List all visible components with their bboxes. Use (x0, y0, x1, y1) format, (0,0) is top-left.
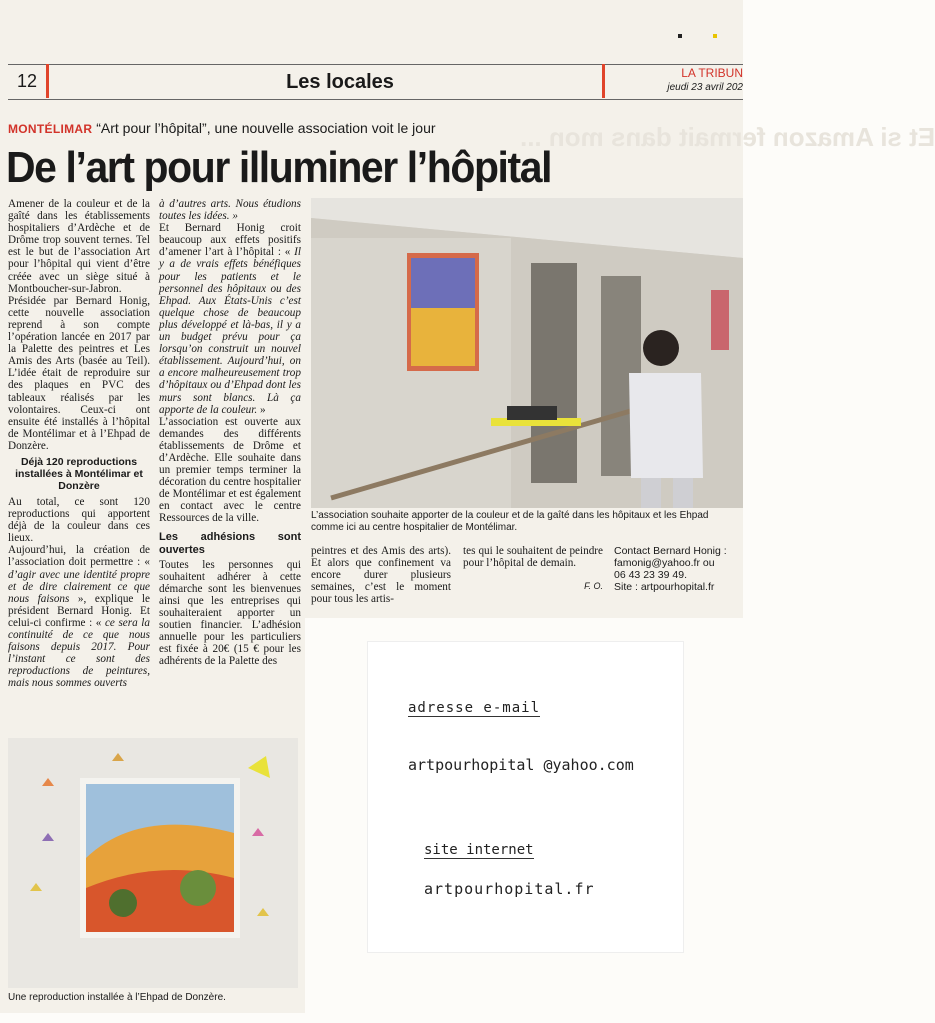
paragraph: Et Bernard Honig croit beaucoup aux effets positifs d’amener l’art à l’hôpital : « Il y a de vrais effets bénéfiques pour les patients et le personnel des hôpitaux ou des Ehpad. Aux États-Unis c’est quelque chose de beaucoup plus développé et là-bas, il y a un budget prévu pour ça lorsqu’on construit un nouvel établissement. Aujourd’hui, on a encore malheureusement trop d’hôpitaux ou d’Ehpad dont les murs sont blancs. Là ça apporte de la couleur. » (159, 222, 301, 416)
contact-line: famonig@yahoo.fr ou (614, 557, 715, 569)
author-initials: F. O. (584, 581, 603, 592)
paragraph: à d’autres arts. Nous étudions toutes les idées. » (159, 198, 301, 223)
hospital-corridor-photo (311, 198, 743, 508)
kicker-text: “Art pour l’hôpital”, une nouvelle association voit le jour (96, 120, 436, 136)
paragraph: Amener de la couleur et de la gaîté dans les établissements hospitaliers d’Ardèche et de Drôme trop souvent ternes. Tel est le but de l’association Art pour l’hôpital qui vient d’être créée avec un siège situé à Montboucher-sur-Jabron. Présidée par Bernard Honig, cette nouvelle association reprend à son compte l’opération lancée en 2017 par la Palette des peintres et Les Amis des Arts (basée au Teil). L’idée était de reproduire sur des plaques en PVC des tableaux réalisés par les volontaires. Ceux-ci ont ensuite été installés à l’hôpital de Montélimar et à l’Ehpad de Donzère. (8, 198, 150, 452)
artwork-caption: Une reproduction installée à l’Ehpad de Donzère. (8, 992, 226, 1003)
email-label: adresse e-mail (408, 700, 541, 716)
contact-box (614, 545, 743, 593)
subheading: Déjà 120 reproductions installées à Montélimar et Donzère (15, 455, 143, 492)
contact-line: Contact Bernard Honig : (614, 545, 727, 557)
website-label: site internet (424, 842, 534, 858)
paragraph: Toutes les personnes qui souhaitent adhérer à cette démarche sont les bienvenues ainsi que les entreprises qui souhaiteraient apporter un soutien financier. L’adhésion annuelle pour les particuliers est fixée à 20€ (15 € pour les adhérents de la Palette des (159, 558, 301, 668)
painting-illustration (8, 738, 298, 988)
photo-caption: L’association souhaite apporter de la couleur et de la gaîté dans les hôpitaux et les Ehpad comme ici au centre hospitalier de Montélimar. (311, 510, 709, 533)
print-mark (678, 34, 682, 38)
paragraph: Aujourd’hui, la création de l’association doit permettre : « d’agir avec une identité propre et de dire clairement ce que nous faisons », explique le président Bernard Honig. Et celui-ci confirme : « ce sera la continuité de ce que nous faisons depuis 2017. Pour l’instant ce sont des reproductions de peintures, mais nous sommes ouverts (8, 544, 150, 690)
header-divider (602, 64, 605, 98)
contact-line: Site : artpourhopital.fr (614, 581, 715, 593)
paragraph: tes qui le souhaitent de peindre pour l’hôpital de demain. (463, 545, 603, 570)
article-column-1 (8, 198, 150, 689)
article-column-4 (463, 545, 603, 591)
newspaper-name: LA TRIBUN (681, 66, 743, 80)
issue-date: jeudi 23 avril 202 (667, 82, 743, 93)
kicker (8, 120, 436, 136)
bleed-through-text: Et si Amazon fermait dans mon ... (520, 122, 935, 152)
kicker-place: MONTÉLIMAR (8, 122, 93, 136)
artwork-photo (8, 738, 298, 988)
article-column-3: peintres et des Amis des arts). Et alors que confinement va encore durer plusieurs semaines, c’est le moment pour tous les artis- (311, 545, 451, 606)
paragraph: Au total, ce sont 120 reproductions qui apportent déjà de la couleur dans ces lieux. (8, 495, 150, 545)
page-number: 12 (8, 64, 49, 98)
paragraph: L’association est ouverte aux demandes des différents établissements de Drôme et d’Ardèche. Elle souhaite dans un premier temps terminer la décoration du centre hospitalier de Montélimar et est également en contact avec le centre Ressources de la ville. (159, 415, 301, 525)
handwritten-note-card (367, 641, 684, 953)
article-column-2 (159, 198, 301, 667)
section-title: Les locales (286, 71, 394, 93)
email-value: artpourhopital @yahoo.com (408, 756, 634, 774)
headline: De l’art pour illuminer l’hôpital (6, 143, 552, 192)
website-value: artpourhopital.fr (424, 880, 595, 898)
subheading: Les adhésions sont ouvertes (159, 530, 301, 556)
print-mark (713, 34, 717, 38)
corridor-illustration (311, 198, 743, 508)
contact-line: 06 43 23 39 49. (614, 569, 687, 581)
